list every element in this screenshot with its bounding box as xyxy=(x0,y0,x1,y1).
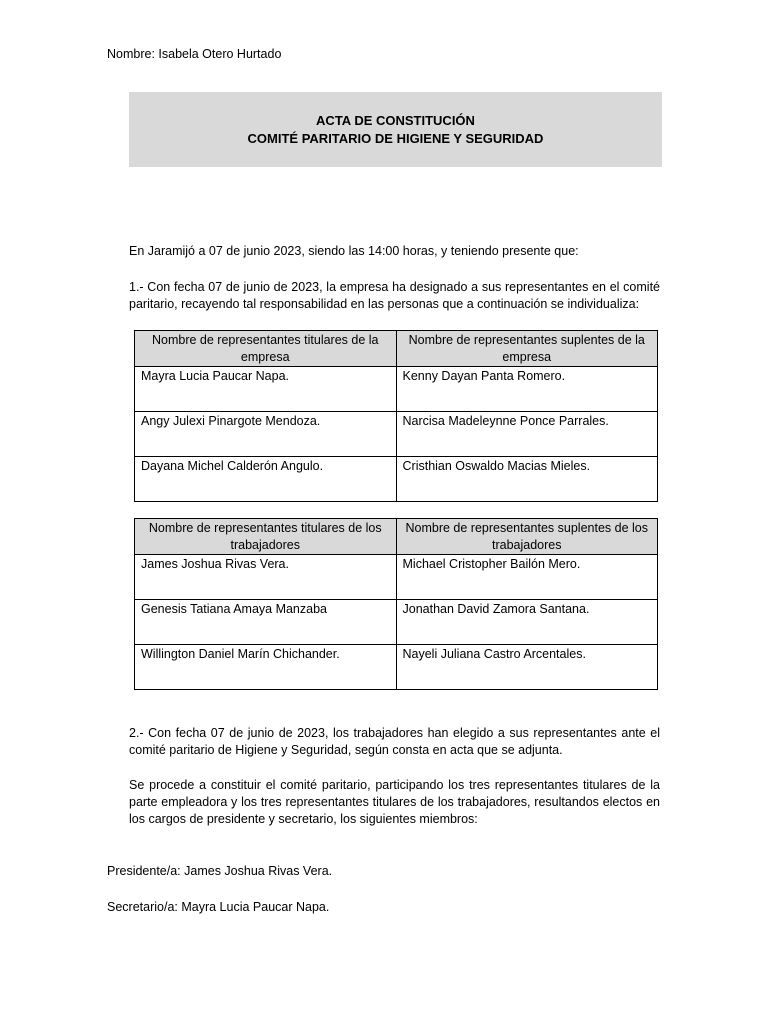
table-row xyxy=(135,457,658,502)
table-cell: Cristhian Oswaldo Macias Mieles. xyxy=(396,457,658,502)
worker-representatives-table xyxy=(134,518,658,690)
column-header-suplentes: Nombre de representantes suplentes de los trabajadores xyxy=(396,519,658,555)
document-title-box xyxy=(129,92,662,167)
table-row xyxy=(135,412,658,457)
procede-paragraph: Se procede a constituir el comité paritario, participando los tres representantes titulares de la parte empleadora y los tres representantes titulares de los trabajadores, resultandos electos en los cargos de presidente y secretario, los siguientes miembros: xyxy=(129,778,660,826)
title-line-1: ACTA DE CONSTITUCIÓN xyxy=(316,112,475,128)
table-cell: Angy Julexi Pinargote Mendoza. xyxy=(135,412,397,457)
table-cell: Nayeli Juliana Castro Arcentales. xyxy=(396,645,658,690)
table-cell: Jonathan David Zamora Santana. xyxy=(396,600,658,645)
secretary-line: Secretario/a: Mayra Lucia Paucar Napa. xyxy=(107,900,330,914)
table-row xyxy=(135,555,658,600)
column-header-titulares: Nombre de representantes titulares de los trabajadores xyxy=(135,519,397,555)
table-header-row xyxy=(135,331,658,367)
table-cell: Willington Daniel Marín Chichander. xyxy=(135,645,397,690)
table-header-row xyxy=(135,519,658,555)
table-row xyxy=(135,367,658,412)
table-row xyxy=(135,600,658,645)
president-line: Presidente/a: James Joshua Rivas Vera. xyxy=(107,864,333,878)
table-cell: Dayana Michel Calderón Angulo. xyxy=(135,457,397,502)
title-line-2: COMITÉ PARITARIO DE HIGIENE Y SEGURIDAD xyxy=(247,130,544,146)
company-representatives-table xyxy=(134,330,658,502)
name-line: Nombre: Isabela Otero Hurtado xyxy=(107,47,282,61)
table-cell: Michael Cristopher Bailón Mero. xyxy=(396,555,658,600)
intro-paragraph: En Jaramijó a 07 de junio 2023, siendo las 14:00 horas, y teniendo presente que: xyxy=(129,244,579,258)
table-cell: Narcisa Madeleynne Ponce Parrales. xyxy=(396,412,658,457)
table-cell: Mayra Lucia Paucar Napa. xyxy=(135,367,397,412)
column-header-suplentes: Nombre de representantes suplentes de la empresa xyxy=(396,331,658,367)
table-cell: Kenny Dayan Panta Romero. xyxy=(396,367,658,412)
item-2-paragraph: 2.- Con fecha 07 de junio de 2023, los trabajadores han elegido a sus representantes ante el comité paritario de Higiene y Seguridad, según consta en acta que se adjunta. xyxy=(129,726,660,757)
table-cell: Genesis Tatiana Amaya Manzaba xyxy=(135,600,397,645)
table-cell: James Joshua Rivas Vera. xyxy=(135,555,397,600)
item-1-paragraph: 1.- Con fecha 07 de junio de 2023, la empresa ha designado a sus representantes en el comité paritario, recayendo tal responsabilidad en las personas que a continuación se individualiza: xyxy=(129,280,660,311)
table-row xyxy=(135,645,658,690)
column-header-titulares: Nombre de representantes titulares de la empresa xyxy=(135,331,397,367)
